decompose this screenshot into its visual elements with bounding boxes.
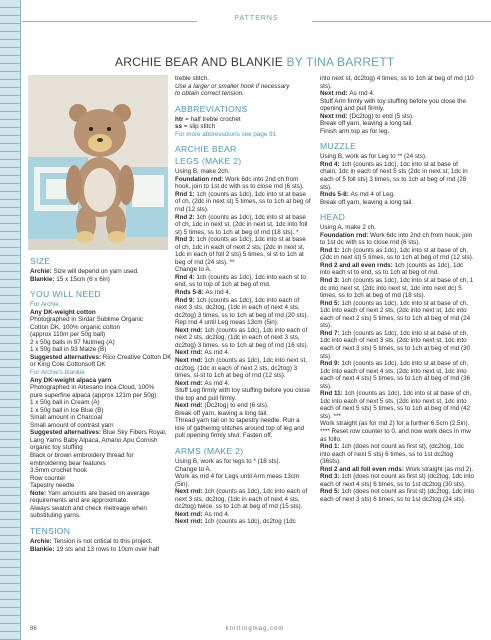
instruction-line: Rnd 4: 1ch (counts as 1dc), 1dc into st at base of chain, 1dc in each of next 5 sts (2dc in next st, 1dc in each of 5 foll sts) 3 times, ss to 1ch at beg of rnd (28 sts).: [320, 160, 468, 191]
note-continued: Always swatch and check metreage when substituting yarns.: [30, 504, 147, 520]
materials-line: Black or brown embroidery thread for: [30, 452, 134, 460]
instruction-label: Rnd 2 and all foll even rnds:: [320, 465, 406, 473]
instruction-label: Next rnd:: [175, 402, 205, 410]
instruction-line: Rnd 3: 1ch (does not count as first st) (dc2tog, 1dc into each of next 4 sts) 6 times, ss to 1st dc2tog (30 sts).: [320, 473, 474, 488]
instruction-label: Rnd 3:: [320, 473, 342, 481]
head-heading: HEAD: [320, 212, 346, 223]
instruction-line: Suggested alternatives: Blue Sky Fibers Royal, Lang Yarns Baby Alpaca, Amano Apu Cornish organic toy stuffing: [30, 429, 167, 452]
instruction-line: Thread yarn tail on to tapestry needle. Run a line of gathering stitches around top of leg and pull opening firmly shut. Fasten off.: [175, 417, 305, 440]
materials-line: Small amount in Charcoal: [30, 414, 103, 422]
instruction-label: Rnd 3:: [320, 277, 342, 285]
instruction-line: Break off yarn, leaving a long tail.: [320, 120, 413, 128]
instruction-line: Next rnd: 1ch (counts as 1dc), 1dc into each of next 3 sts, dc2tog, (1dc in each of next 4 sts, dc2tog) twice, ss to 1ch at beg of rnd (15 sts).: [175, 488, 308, 511]
instruction-line: Archie: Tension is not critical to this project.: [30, 537, 153, 545]
materials-line: 1 x 50g ball in Ice Blue (B): [30, 406, 104, 414]
instruction-line: Rnd 2: 1ch (counts as 1dc), 1dc into st at base of ch, 1dc in next st, (2dc in next st, 1dc into foll st) 5 times, ss to 1ch at beg of rnd (18 sts). *: [175, 213, 308, 236]
arms-heading: ARMS (MAKE 2): [175, 445, 244, 456]
materials-line: pure superfine alpaca (approx 121m per 50g): [30, 391, 157, 399]
instruction-label: Rnd 2 and all even rnds:: [320, 261, 395, 269]
instruction-line: Rep rnd 4 until Leg meas 13cm (5in).: [175, 319, 279, 327]
instruction-line: Break off yarn, leaving a long tail.: [320, 198, 413, 206]
instruction-line: Change to A.: [175, 266, 212, 274]
instruction-line: Rnd 2 and all foll even rnds: Work straight (as rnd 2).: [320, 465, 474, 473]
instruction-label: Rnd 4:: [320, 160, 342, 168]
materials-line: Photographed in Artesano Inca Cloud, 100%: [30, 384, 155, 392]
materials-line: 3.5mm crochet hook: [30, 467, 88, 475]
instruction-label: Rnd 5:: [320, 488, 342, 496]
tension-heading: TENSION: [30, 525, 71, 536]
instruction-line: Using B, work as for Leg to ** (24 sts).: [320, 153, 427, 161]
instruction-line: Archie: Size will depend on yarn used.: [30, 268, 139, 275]
instruction-label: Next rnd:: [175, 518, 205, 526]
you-will-need-heading: YOU WILL NEED: [30, 289, 101, 300]
materials-line: (approx 110m per 50g ball): [30, 331, 106, 339]
instruction-line: Rnd 5: 1ch (does not count as first st) (dc2tog, 1dc into each of next 3 sts) 6 times, ss to 1st dc2tog (24 sts).: [320, 488, 474, 503]
instruction-label: Foundation rnd:: [175, 175, 226, 183]
legs-heading: LEGS (MAKE 2): [175, 156, 242, 167]
bear-illustration: [28, 75, 168, 250]
instruction-line: ss = slip stitch: [175, 123, 216, 131]
instruction-line: Rnd 4: 1ch (counts as 1dc), 1dc into each st to end, ss to top of 1ch at beg of rnd.: [175, 273, 306, 289]
instruction-line: Rnds 5-8: As rnd 4 of Leg.: [320, 191, 395, 199]
instruction-label: Next rnd:: [175, 488, 205, 496]
instruction-line: Rnd 3: 1ch (counts as 1dc), 1dc into st at base of ch, 1 dc into next st, (2dc into next st, 1dc into next dc) 5 times, ss to 1ch at beg of rnd (18 sts).: [320, 277, 474, 300]
instruction-line: Change to A.: [175, 465, 212, 473]
instruction-label: ss: [175, 123, 184, 131]
instruction-line: Work straight (as for rnd 2) for a further 6.5cm (2.5in).: [320, 420, 470, 428]
instruction-label: Rnd 9:: [320, 360, 342, 368]
instruction-line: Next rnd: 1ch (counts as 1dc), 1dc into each of next 2 sts, dc2tog, (1dc in each of next 3 sts, dc2tog) 3 times, ss to 1ch at beg of rnd (16 sts).: [175, 326, 309, 349]
instruction-label: Blankie:: [30, 275, 57, 283]
instruction-line: Rnd 3: 1ch (counts as 1dc), 1dc into st at base of ch, 1dc in each of next 2 sts, (2dc in next st, 1dc in each of foll 2 sts) 5 times, sl st to 1ch at beg of rnd (24 sts). **: [175, 236, 306, 266]
instruction-label: htr: [175, 115, 186, 123]
title-byline: BY TINA BARRETT: [286, 55, 395, 69]
materials-line: 2 x 50g balls in 97 Nutmeg (A): [30, 338, 115, 346]
instruction-line: Rnd 9: 1ch (counts as 1dc), 1dc into st at base of ch, 1dc into each of next 4 sts, (2dc into next st, 1dc into each of next 4 sts) 5 times, ss to 1ch at beg of rnd (36 sts).: [320, 360, 471, 390]
instruction-label: Next rnd:: [320, 90, 350, 98]
materials-line: 1 x 50g ball in 93 Maize (B): [30, 346, 107, 354]
instruction-label: Next rnd:: [175, 510, 205, 518]
instruction-label: Suggested alternatives:: [30, 353, 103, 361]
instruction-label: Suggested alternatives:: [30, 429, 103, 437]
instruction-label: Archie:: [30, 268, 54, 275]
section-label: PATTERNS: [230, 15, 282, 22]
instruction-line: Rnd 1: 1ch (does not count as first st), (dc2tog, 1dc into each of next 5 sts) 6 times, ss to 1st dc2tog (36sts).: [320, 443, 464, 466]
title-main: ARCHIE BEAR AND BLANKIE: [115, 55, 283, 69]
instruction-label: Rnds 5-8:: [320, 191, 351, 199]
ruler-edge: [20, 0, 21, 640]
yarn-heading: Any DK-weight cotton: [30, 308, 96, 316]
instruction-line: Using B, make 2ch.: [175, 168, 230, 176]
instruction-label: Rnd 2:: [175, 213, 197, 221]
column-materials: [30, 257, 172, 553]
instruction-label: Rnd 4:: [175, 273, 197, 281]
instruction-label: Rnd 1:: [320, 246, 342, 254]
archie-bear-heading: ARCHIE BEAR: [175, 144, 237, 155]
instruction-line: Blankie: 19 sts and 13 rows to 10cm over half: [30, 545, 160, 553]
page-number: 86: [30, 626, 37, 632]
instruction-line: Foundation rnd: Work 6dc into 2nd ch from hook, join to 1st dc with ss to close rnd (6 sts).: [175, 175, 304, 191]
instruction-line: Next rnd: 1ch (counts as 1dc), 1dc into next st, dc2tog, (1dc in each of next 2 sts, dc2tog) 3 times, sl-st to 1ch at beg of rnd (12 sts).: [175, 356, 307, 380]
section-header: [22, 14, 491, 28]
instruction-line: htr = half treble crochet: [175, 115, 241, 123]
instruction-line: Blankie: 15 x 15cm (6 x 6in): [30, 275, 110, 283]
instruction-label: Foundation rnd:: [320, 231, 371, 239]
instruction-label: Rnd 5:: [320, 299, 342, 307]
instruction-line: Foundation rnd: Work 6dc into 2nd ch from hook, join to 1st dc with ss to close rnd (6 sts).: [320, 231, 473, 247]
instruction-line: Using A, make 2 ch.: [320, 224, 376, 232]
instruction-label: Rnd 1:: [175, 190, 197, 198]
instruction-line: Next rnd: As rnd 4.: [175, 510, 230, 518]
instruction-label: Rnds 5-8:: [175, 289, 206, 297]
instruction-line: Next rnd: 1ch (counts as 1dc), dc2tog (1dc: [175, 518, 296, 526]
instruction-label: Next rnd:: [175, 326, 205, 334]
instruction-label: Rnd 9:: [175, 296, 197, 304]
for-archie-label: For Archie: [30, 301, 59, 309]
instruction-line: Rnd 2 and all even rnds: 1ch (counts as 1dc), 1dc into each st to end, ss to 1ch at beg of rnd.: [320, 261, 464, 277]
instruction-label: Rnd 11:: [320, 390, 345, 398]
instruction-line: Rnd 9: 1ch (counts as 1dc), 1dc into each of next 3 sts, dc2tog, (1dc in each of next 4 sts, dc2tog) 3 times, ss to 1ch at beg of rnd (20 sts).: [175, 296, 309, 319]
materials-line: Row counter: [30, 474, 66, 482]
instruction-line: Finish arm top as for leg.: [320, 127, 390, 135]
instruction-line: Work as rnd 4 for Legs until Arm meas 13cm (5in).: [175, 473, 300, 488]
bear-photo: [28, 75, 168, 250]
alpaca-yarn-heading: Any DK-weight alpaca yarn: [30, 376, 112, 384]
instruction-line: Rnds 5-8: As rnd 4.: [175, 289, 231, 297]
instruction-label: Blankie:: [30, 545, 57, 553]
instruction-line: into next st, dc2tog) 4 times, ss to 1ch at beg of rnd (10 sts).: [320, 75, 474, 90]
instruction-line: Rnd 1: 1ch (counts as 1dc), 1dc into st at base of ch, (2dc in next st) 5 times, ss to 1ch at beg of rnd (12 sts).: [320, 246, 474, 262]
instruction-line: Rnd 5: 1ch (counts as 1dc), 1dc into st at base of ch, 1dc into each of next 2 sts, (2dc into next st, 1dc into each of next 2 sts) 5 times, ss to 1ch at beg of rnd (24 sts).: [320, 299, 471, 330]
instruction-label: Note:: [30, 489, 48, 497]
instruction-line: Next rnd: As rnd 4.: [175, 349, 230, 357]
size-heading: SIZE: [30, 256, 51, 266]
materials-line: 1 x 50g ball in Cream (A): [30, 399, 100, 407]
instruction-label: Next rnd:: [320, 112, 350, 120]
instruction-line: Next rnd: As rnd 4.: [320, 90, 375, 98]
instruction-label: Next rnd:: [175, 349, 205, 357]
muzzle-heading: MUZZLE: [320, 141, 357, 152]
instruction-line: Note: Yarn amounts are based on average requirements and are approximate.: [30, 489, 150, 505]
intro-line: treble stitch.: [175, 75, 209, 82]
instruction-line: Rnd 7: 1ch (counts as 1dc), 1dc into st at base of ch, 1dc into each of next 3 sts, (2dc into next st, 1dc into each of next 3 sts) 5 times, ss to 1ch at beg of rnd (30 sts).: [320, 329, 471, 360]
instruction-line: Next rnd: (Dc2tog) to end (5 sts).: [320, 112, 414, 120]
column-legs-arms: [175, 75, 311, 526]
instruction-label: Rnd 3:: [175, 236, 197, 244]
instruction-label: Next rnd:: [175, 356, 205, 364]
materials-line: embroidering bear features: [30, 459, 106, 467]
for-blankie-label: For Archie's blankie: [30, 369, 85, 377]
instruction-line: Break off yarn, leaving a long tail.: [175, 409, 268, 417]
intro-line: to obtain correct tension.: [175, 90, 244, 98]
instruction-line: **** Reset row counter to 0, and now work decs in rnw as follo:: [320, 427, 471, 443]
instruction-line: Using B, work as for legs to * (18 sts).: [175, 457, 281, 465]
margin-ruler: [0, 0, 20, 640]
instruction-label: Next rnd:: [175, 379, 205, 387]
instruction-line: Next rnd: As rnd 4.: [175, 379, 230, 387]
abbreviations-link[interactable]: For more abbreviations see page 91: [175, 130, 277, 138]
instruction-label: Rnd 1:: [320, 443, 342, 451]
abbreviations-heading: ABBREVIATIONS: [175, 103, 248, 114]
materials-line: Small amount of contrast yarn: [30, 421, 114, 429]
site-url[interactable]: knittingmag.com: [225, 626, 285, 632]
instruction-line: Rnd 1: 1ch (counts as 1dc), 1dc into st at base of ch, (2dc in next st) 5 times, ss to 1ch at beg of rnd (12 sts).: [175, 190, 311, 214]
instruction-line: Next rnd: (Dc2tog) to end (6 sts).: [175, 402, 269, 410]
instruction-line: Stuff Arm firmly with toy stuffing before you close the opening and pull firmly.: [320, 97, 467, 113]
instruction-line: Stuff Leg firmly with toy stuffing before you close the top and pull firmly.: [175, 387, 310, 402]
instruction-label: Rnd 7:: [320, 329, 342, 337]
instruction-line: Suggested alternatives: Rico Creative Cotton DK or King Cole Cottonsoft DK: [30, 353, 172, 369]
page-title: [115, 55, 394, 69]
column-muzzle-head: [320, 75, 475, 503]
materials-line: Cotton DK, 100% organic cotton: [30, 323, 120, 331]
instruction-line: Rnd 11: 1ch (counts as 1dc), 1dc into st at base of ch, 1dc into each of next 5 sts, (2dc into next st, 1dc into each of next 5 sts) 5 times, ss to 1ch at beg of rnd (42 sts). ***: [320, 390, 472, 420]
instruction-label: Archie:: [30, 537, 54, 545]
materials-line: Photographed in Sirdar Sublime Organic: [30, 316, 144, 324]
materials-line: Tapestry needle: [30, 482, 75, 490]
intro-line: Use a larger or smaller hook if necessary: [175, 82, 290, 90]
